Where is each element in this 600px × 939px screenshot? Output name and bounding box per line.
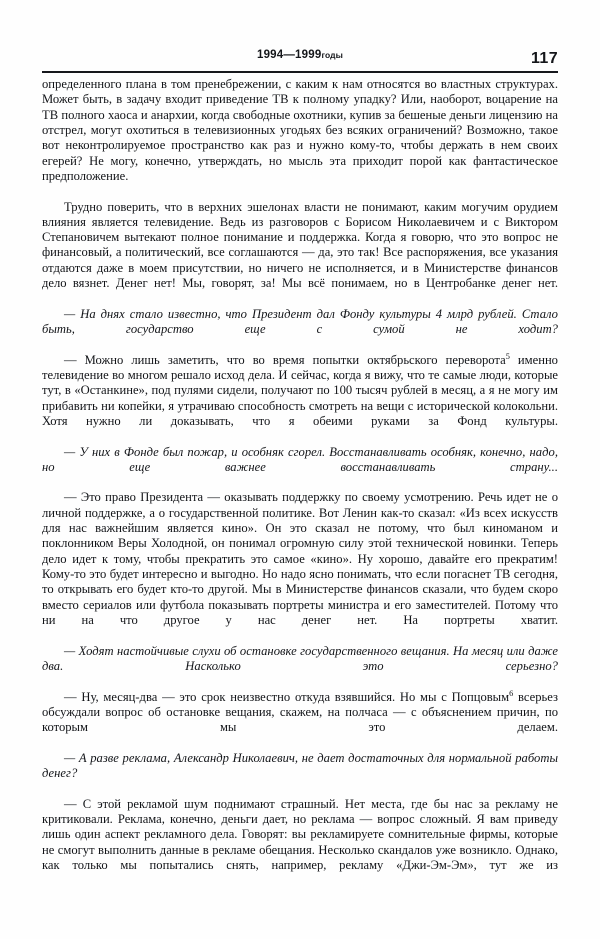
answer-perevorot — [42, 353, 558, 445]
running-head-years: 1994—1999 — [256, 49, 322, 61]
page-number: 117 — [530, 50, 558, 67]
question-fond-kultury: — На днях стало известно, что Президент дал Фонду культуры 4 млрд рублей. Стало быть, государство еще с сумой не ходит? — [42, 306, 558, 336]
header-divider-rule — [42, 71, 558, 73]
footnote-marker-6: 6 — [509, 688, 514, 698]
footnote-marker-5: 5 — [505, 351, 510, 361]
answer-perevorot-text-before: — Можно лишь заметить, что во время попытки октябрьского переворота — [64, 352, 506, 367]
body-text-column — [42, 77, 558, 889]
question-ostanovka-veshchaniya: — Ходят настойчивые слухи об остановке государственного вещания. На месяц или даже два. Насколько это серьезно? — [42, 643, 558, 673]
answer-reklama: — С этой рекламой шум поднимают страшный. Нет места, где бы нас за рекламу не критиковали. Реклама, конечно, деньги дает, но реклама — вопрос сложный. Я вам приведу лишь один аспект рекламного дела. Говорят: вы рекламируете сомнительные фирмы, которые не смогут выполнить данные в рекламе обещания. Несколько скандалов уже возникло. Однако, как только мы попытались снять, например, рекламу «Джи-Эм-Эм», тут же из — [42, 796, 558, 872]
answer-poptsov — [42, 690, 558, 751]
running-head — [42, 49, 558, 67]
running-head-title — [257, 49, 343, 61]
answer-poptsov-text-after: всерьез обсуждали вопрос об остановке вещания, скажем, на полчаса — с объяснением причин, по которым мы это делаем. — [42, 689, 558, 735]
answer-poptsov-text-before: — Ну, месяц-два — это срок неизвестно откуда взявшийся. Но мы с Попцовым — [64, 689, 510, 704]
question-reklama: — А разве реклама, Александр Николаевич, не дает достаточных для нормальной работы денег? — [42, 750, 558, 781]
paragraph-trudno-poverit: Трудно поверить, что в верхних эшелонах власти не понимают, каким могучим орудием влияния является телевидение. Ведь из разговоров с Борисом Николаевичем и с Виктором Степановичем вытекают полное понимание и поддержка. Когда я говорю, что это вопрос не финансовый, а политический, все соглашаются — да, это так! Все распоряжения, все указания отдаются даже в моем присутствии, но ничего не исполняется, и в Министерстве финансов дело вязнет. Денег нет! Мы, говорят, за! Мы всё понимаем, но в Центробанке денег нет. — [42, 199, 558, 291]
question-pozhar-osobnyak: — У них в Фонде был пожар, и особняк сгорел. Восстанавливать особняк, конечно, надо, но еще важнее восстанавливать страну... — [42, 444, 558, 474]
running-head-word: годы — [321, 50, 344, 60]
paragraph-plan-continued: определенного плана в том пренебрежении, с каким к нам относятся во властных структурах. Может быть, в задачу входит приведение ТВ к полному упадку? Или, наоборот, воцарение на ТВ полного хаоса и анархии, когда свободные охотники, купив за бешеные деньги лицензию на отстрел, могут охотиться в телевизионных угодьях без всяких ограничений? Возможно, такое вот неконтролируемое пространство как раз и нужно кому-то, чтобы держать в нем своих егерей? Не могу, конечно, утверждать, но мысль эта приходит порой как фантастическое предположение. — [42, 77, 558, 183]
answer-perevorot-text-after: именно телевидение во многом решало исход дела. И сейчас, когда я вижу, что те самые люди, которые тут, в «Останкине», под пулями сидели, получают по 100 тысяч рублей в месяц, а я не могу им прибавить ни копейки, я утрачиваю способность смотреть на вещи с исторической колокольни. Хотя нужно ли доказывать, что я обеими руками за Фонд культуры. — [42, 352, 558, 428]
answer-pravo-prezidenta: — Это право Президента — оказывать поддержку по своему усмотрению. Речь идет не о личной поддержке, а о государственной политике. Вот Ленин как-то сказал: «Из всех искусств для нас важнейшим является кино». Он это сказал не потому, что был киноманом и поклонником Веры Холодной, он понимал огромную силу этой технической новинки. Теперь дело идет к тому, чтобы прекратить это самое «кино». Ну хорошо, давайте его прекратим! Кому-то это будет интересно и выгодно. Но надо ясно понимать, что если погаснет ТВ сегодня, то открывать его будет кто-то другой. Мы в Министерстве финансов сказали, что будем скоро вместо сериалов или футбола показывать портреты министра и его заместителей. Потому что ни на что другое у нас денег нет. На портреты хватит. — [42, 490, 558, 627]
